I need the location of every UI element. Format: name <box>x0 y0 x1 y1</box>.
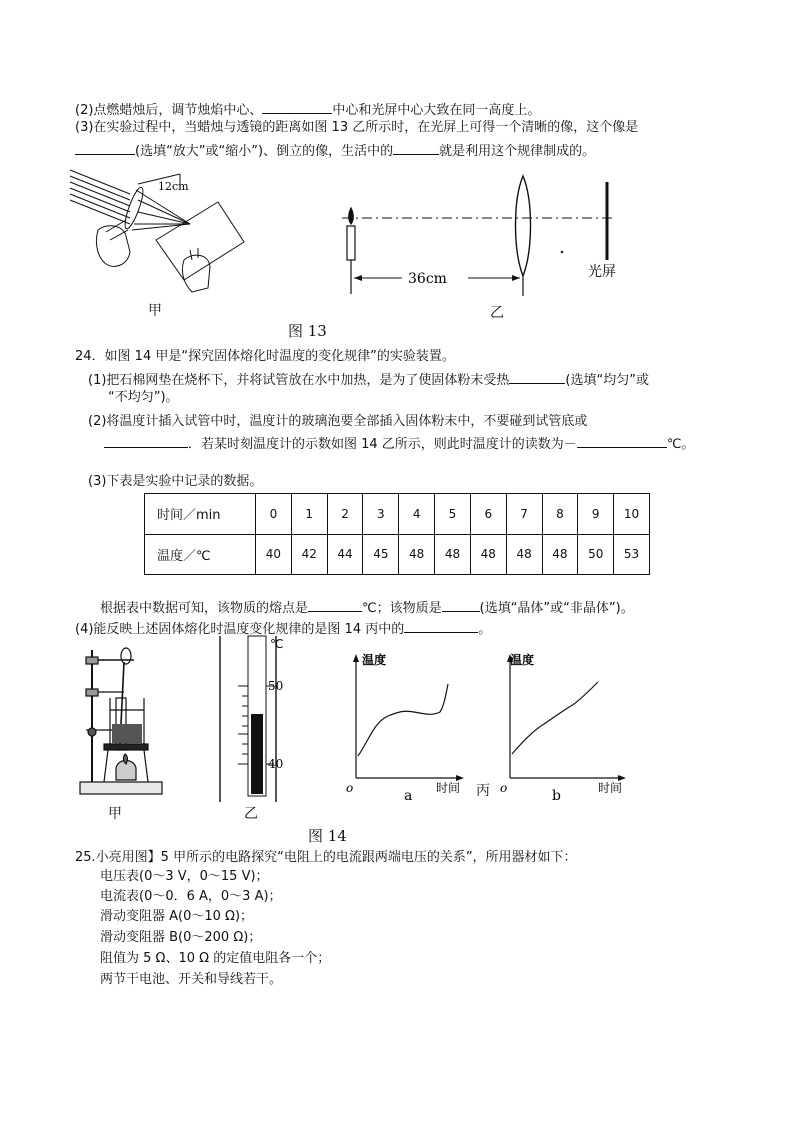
figure-13-jia <box>68 160 248 300</box>
fig13-label-jia: 甲 <box>148 303 162 319</box>
screen-label: 光屏 <box>588 264 616 280</box>
table-cell: 6 <box>470 494 506 535</box>
table-cell: 48 <box>506 534 542 575</box>
curve-b <box>512 682 598 754</box>
table-cell: 48 <box>435 534 471 575</box>
table-cell: 4 <box>399 494 435 535</box>
table-cell: 48 <box>542 534 578 575</box>
figure-14-graph-a <box>340 650 470 804</box>
table-cell: 7 <box>506 494 542 535</box>
q25-stem: 25.小亮用图】5 甲所示的电路探究“电阻上的电流跟两端电压的关系”，所用器材如下： <box>75 850 577 865</box>
q24-stem: 24．如图 14 甲是“探究固体熔化时温度的变化规律”的实验装置。 <box>75 349 455 364</box>
table-cell: 3 <box>363 494 399 535</box>
answer-blank[interactable] <box>442 597 480 612</box>
table-cell: 1 <box>291 494 327 535</box>
table-row-temp <box>145 534 650 575</box>
answer-blank[interactable] <box>509 369 565 384</box>
figure-13-yi <box>330 170 630 310</box>
fig13-yi-distance: 36cm <box>408 271 447 287</box>
answer-blank[interactable] <box>393 140 439 155</box>
table-cell: 44 <box>327 534 363 575</box>
data-table <box>144 493 650 575</box>
time-header: 时间／min <box>145 494 256 535</box>
table-cell: 53 <box>614 534 650 575</box>
graph-a-origin: o <box>346 781 354 795</box>
q25-item: 电流表(0～0．6 A，0～3 A)； <box>100 889 282 904</box>
fig14-label-bing: 丙 <box>476 783 490 799</box>
thermometer-50: 50 <box>268 679 284 693</box>
fig13-jia-distance: 12cm <box>158 180 189 193</box>
graph-a-y-label: 温度 <box>362 653 387 667</box>
table-cell: 48 <box>470 534 506 575</box>
q24-part2-cont: ．若某时刻温度计的示数如图 14 乙所示，则此时温度计的读数为－ ℃。 <box>104 433 694 454</box>
fig14-caption: 图 14 <box>308 827 347 845</box>
q24-part2: (2)将温度计插入试管中时，温度计的玻璃泡要全部插入固体粉末中，不要碰到试管底或 <box>88 414 588 429</box>
thermometer-liquid <box>251 714 263 794</box>
answer-blank[interactable] <box>262 99 332 114</box>
q24-part4: (4)能反映上述固体熔化时温度变化规律的是图 14 丙中的 。 <box>75 618 491 639</box>
table-row-time <box>145 494 650 535</box>
table-cell: 0 <box>256 494 292 535</box>
table-cell: 42 <box>291 534 327 575</box>
graph-a-label: a <box>404 788 413 804</box>
answer-blank[interactable] <box>308 597 362 612</box>
fig13-caption: 图 13 <box>288 322 327 340</box>
graph-b-y-label: 温度 <box>510 653 535 667</box>
q24-part1-cont: “不均匀”)。 <box>108 390 179 405</box>
q25-item: 滑动变阻器 A(0～10 Ω)； <box>100 909 254 924</box>
figure-14-jia <box>78 640 168 800</box>
fig14-label-jia: 甲 <box>108 806 122 822</box>
fig14-label-yi: 乙 <box>244 806 258 822</box>
answer-blank[interactable] <box>104 433 188 448</box>
figure-14-graph-b <box>494 650 634 804</box>
table-cell: 8 <box>542 494 578 535</box>
q24-part1: (1)把石棉网垫在烧杯下，并将试管放在水中加热，是为了使固体粉末受热 (选填“均匀”或 <box>88 369 649 390</box>
q24-part3: (3)下表是实验中记录的数据。 <box>88 474 263 489</box>
q25-item: 滑动变阻器 B(0～200 Ω)； <box>100 930 262 945</box>
graph-b-origin: o <box>500 781 508 795</box>
thermometer-unit: ℃ <box>270 637 284 651</box>
answer-blank[interactable] <box>577 433 667 448</box>
answer-blank[interactable] <box>75 140 135 155</box>
q23-part2: (2)点燃蜡烛后，调节烛焰中心、 中心和光屏中心大致在同一高度上。 <box>75 99 540 120</box>
table-cell: 9 <box>578 494 614 535</box>
fig13-label-yi: 乙 <box>490 305 504 321</box>
table-cell: 10 <box>614 494 650 535</box>
graph-a-x-label: 时间 <box>436 781 461 795</box>
answer-blank[interactable] <box>404 618 478 633</box>
q25-item: 阻值为 5 Ω、10 Ω 的定值电阻各一个； <box>100 951 331 966</box>
table-cell: 40 <box>256 534 292 575</box>
graph-b-label: b <box>552 788 561 804</box>
table-cell: 50 <box>578 534 614 575</box>
figure-14-yi <box>212 634 302 804</box>
graph-b-x-label: 时间 <box>598 781 623 795</box>
temp-header: 温度／℃ <box>145 534 256 575</box>
curve-a <box>358 684 448 756</box>
q23-part3: (3)在实验过程中，当蜡烛与透镜的距离如图 13 乙所示时，在光屏上可得一个清晰的像，这个像是 <box>75 120 639 135</box>
q24-part3-conclusion: 根据表中数据可知，该物质的熔点是 ℃；该物质是 (选填“晶体”或“非晶体”)。 <box>100 597 634 618</box>
table-cell: 48 <box>399 534 435 575</box>
table-cell: 5 <box>435 494 471 535</box>
q25-item: 电压表(0～3 V，0～15 V)； <box>100 869 269 884</box>
q23-part3-cont: (选填“放大”或“缩小”)、倒立的像，生活中的 就是利用这个规律制成的。 <box>75 140 595 161</box>
table-cell: 2 <box>327 494 363 535</box>
q25-item: 两节干电池、开关和导线若干。 <box>100 972 283 987</box>
thermometer-40: 40 <box>268 757 284 771</box>
table-cell: 45 <box>363 534 399 575</box>
